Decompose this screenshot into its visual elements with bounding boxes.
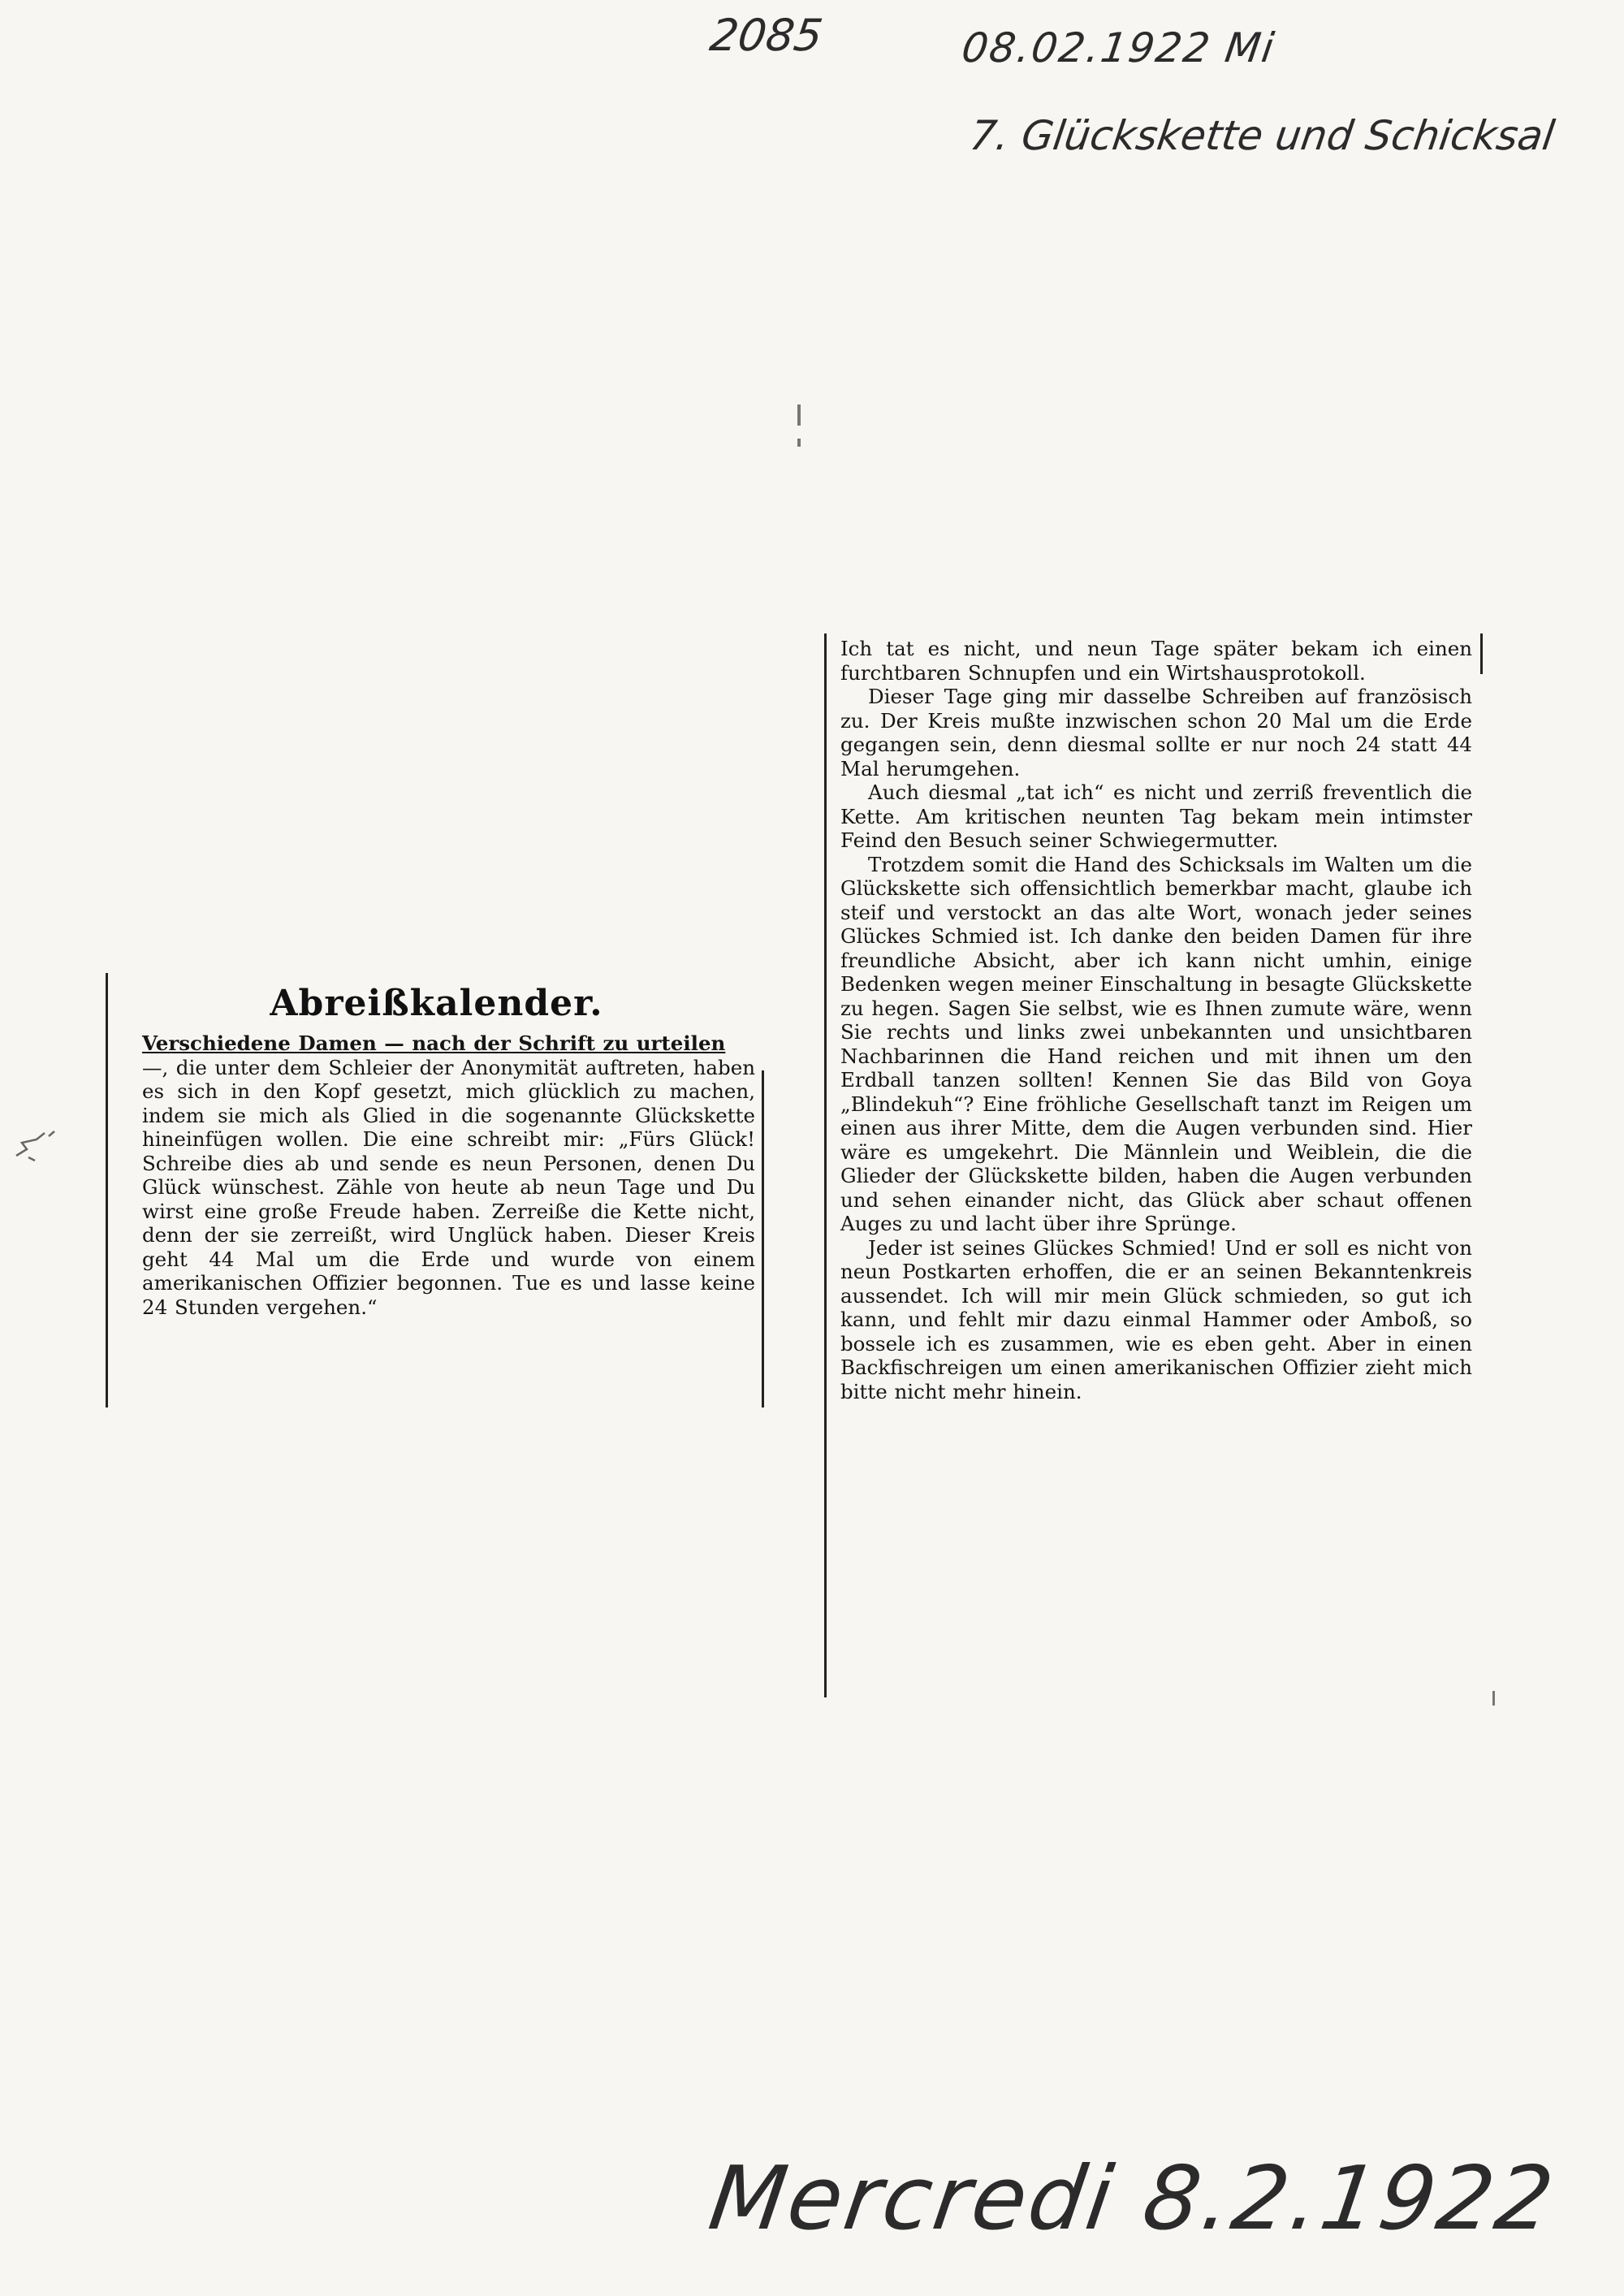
paragraph: Jeder ist seines Glückes Schmied! Und er soll es nicht von neun Postkarten erhoffen, die er an seinen Bekanntenkreis aussendet. Ich will mir mein Glück schmieden, so gut ich kann, und fehlt mir dazu einmal Hammer oder Amboß, so bossele ich es zusammen, wie es eben geht. Aber in einen Backfischreigen um einen amerikanischen Offizier zieht mich bitte nicht mehr hinein.: [840, 1235, 1472, 1403]
paragraph: Auch diesmal „tat ich“ es nicht und zerriß freventlich die Kette. Am kritischen neunten Tag bekam mein intimster Feind den Besuch seiner Schwiegermutter.: [840, 780, 1472, 852]
right-border: [1480, 633, 1483, 674]
article-headline: Abreißkalender.: [270, 983, 603, 1024]
left-border: [106, 973, 108, 1407]
title-note: 7. Glückskette und Schicksal: [966, 112, 1557, 159]
paragraph: Trotzdem somit die Hand des Schicksals im Walten um die Glückskette sich offensichtlich bemerkbar macht, glaube ich steif und verstockt an das alte Wort, wonach jeder seines Glückes Schmied ist. Ich danke den beiden Damen für ihre freundliche Absicht, aber ich kann nicht umhin, einige Bedenken wegen meiner Einschaltung in besagte Glückskette zu hegen. Sagen Sie selbst, wie es Ihnen zumute wäre, wenn Sie rechts und links zwei unbekannten und unsichtbaren Nachbarinnen die Hand reichen und mit ihnen um den Erdball tanzen sollten! Kennen Sie das Bild von Goya „Blindekuh“? Eine fröhliche Gesellschaft tanzt im Reigen um einen aus ihrer Mitte, dem die Augen verbunden sind. Hier wäre es umgekehrt. Die Männlein und Weiblein, die die Glieder der Glückskette bilden, haben die Augen verbunden und sehen einander nicht, das Glück aber schaut offenen Auges zu und lacht über ihre Sprünge.: [840, 852, 1472, 1235]
right-article-clipping: [824, 633, 1486, 1697]
archive-number-note: 2085: [706, 10, 826, 61]
article-lead: Verschiedene Damen — nach der Schrift zu urteilen: [142, 1031, 726, 1055]
article-text: —, die unter dem Schleier der Anonymität auftreten, haben es sich in den Kopf gesetzt, mich glücklich zu machen, indem sie mich als Glied in die sogenannte Glückskette hineinfügen wollen. Die eine schreibt mir: „Fürs Glück! Schreibe dies ab und sende es neun Personen, denen Du Glück wünschest. Zähle von heute ab neun Tage und Du wirst eine große Freude haben. Zerreiße die Kette nicht, denn der sie zerreißt, wird Unglück haben. Dieser Kreis geht 44 Mal um die Erde und wurde von einem amerikanischen Offizier begonnen. Tue es und lasse keine 24 Stunden vergehen.“: [142, 1055, 755, 1319]
left-article-body: [142, 1031, 755, 1319]
date-note: 08.02.1922 Mi: [958, 24, 1279, 71]
right-border: [762, 1070, 764, 1407]
left-article-clipping: [106, 973, 767, 1407]
paragraph: Ich tat es nicht, und neun Tage später bekam ich einen furchtbaren Schnupfen und ein Wirtshausprotokoll.: [840, 637, 1472, 685]
scribble-mark: [12, 1125, 81, 1165]
margin-mark: [1492, 1691, 1495, 1706]
right-article-body: [840, 637, 1472, 1403]
margin-mark: [797, 439, 801, 447]
margin-mark: [797, 404, 801, 426]
bottom-date-note: Mercredi 8.2.1922: [703, 2148, 1561, 2250]
left-border: [824, 633, 827, 1697]
paragraph: Dieser Tage ging mir dasselbe Schreiben auf französisch zu. Der Kreis mußte inzwischen schon 20 Mal um die Erde gegangen sein, denn diesmal sollte er nur noch 24 statt 44 Mal herumgehen.: [840, 685, 1472, 780]
